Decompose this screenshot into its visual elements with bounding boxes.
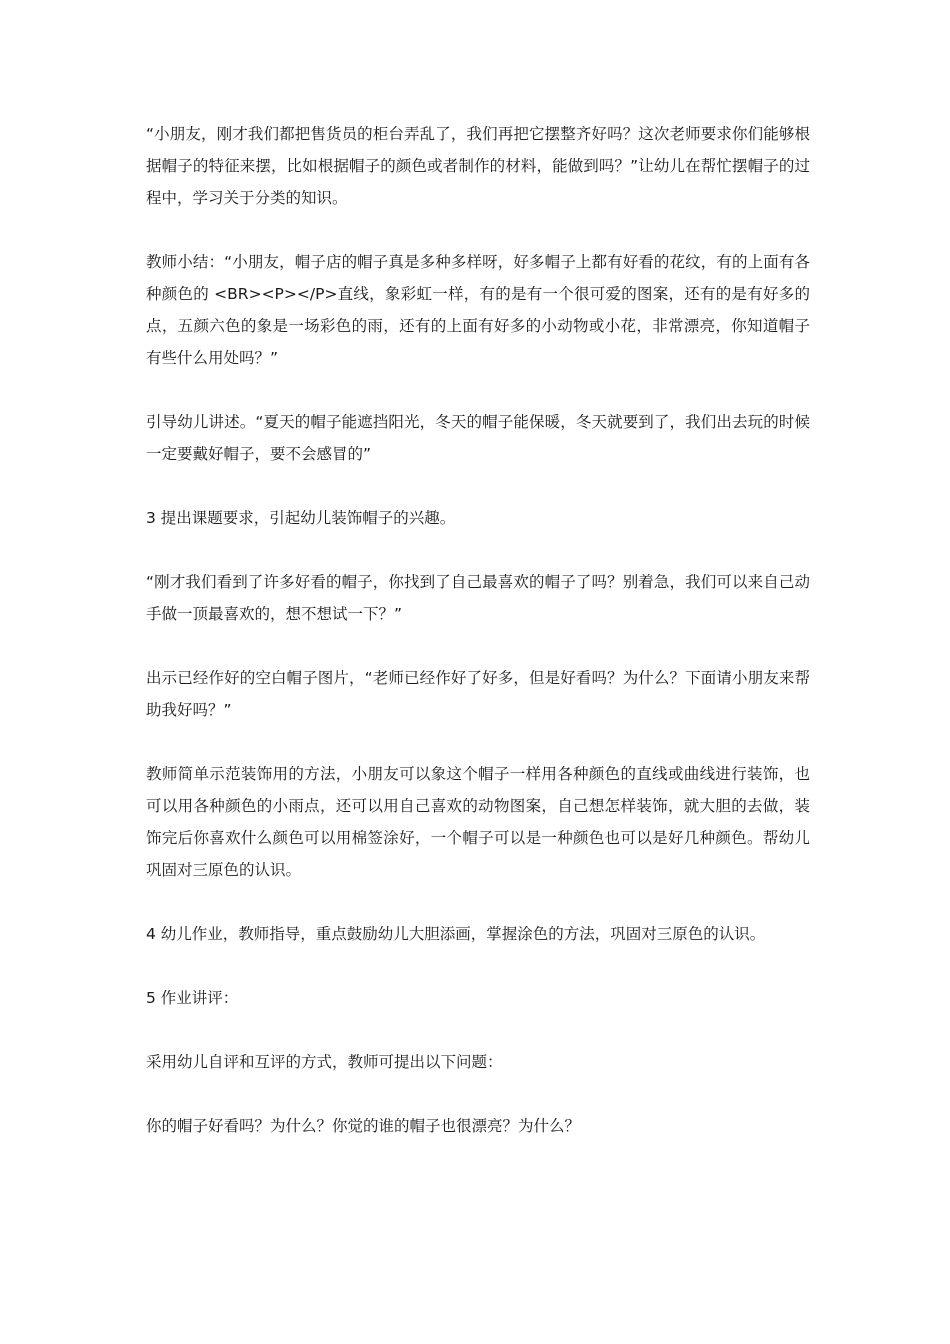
paragraph-sorting-activity: “小朋友，刚才我们都把售货员的柜台弄乱了，我们再把它摆整齐好吗？这次老师要求你们能够根据帽子的特征来摆，比如根据帽子的颜色或者制作的材料，能做到吗？”让幼儿在帮忙摆帽子的过程中，学习关于分类的知识。 <box>146 125 810 207</box>
paragraph-step-3: 3 提出课题要求，引起幼儿装饰帽子的兴趣。 <box>146 509 456 527</box>
paragraph-gap <box>146 470 810 502</box>
paragraph-teacher-summary: 教师小结：“小朋友，帽子店的帽子真是多种多样呀，好多帽子上都有好看的花纹，有的上面有各种颜色的 <BR><P></P>直线，象彩虹一样，有的是有一个很可爱的图案，还有的是有好多的点，五颜六色的象是一场彩色的雨，还有的上面有好多的小动物或小花，非常漂亮，你知道帽子有些什么用处吗？” <box>146 253 810 367</box>
paragraph-demonstration: 教师简单示范装饰用的方法，小朋友可以象这个帽子一样用各种颜色的直线或曲线进行装饰，也可以用各种颜色的小雨点，还可以用自己喜欢的动物图案，自己想怎样装饰，就大胆的去做，装饰完后你喜欢什么颜色可以用棉签涂好，一个帽子可以是一种颜色也可以是好几种颜色。帮幼儿巩固对三原色的认识。 <box>146 765 810 879</box>
paragraph-step-4: 4 幼儿作业，教师指导，重点鼓励幼儿大胆添画，掌握涂色的方法，巩固对三原色的认识。 <box>146 925 766 943</box>
paragraph-gap <box>146 214 810 246</box>
document-body <box>146 118 810 1142</box>
paragraph-blank-hat: 出示已经作好的空白帽子图片，“老师已经作好了好多，但是好看吗？为什么？下面请小朋友来帮助我好吗？” <box>146 669 810 719</box>
paragraph-questions: 你的帽子好看吗？为什么？你觉的谁的帽子也很漂亮？为什么？ <box>146 1117 581 1135</box>
paragraph-favorite-hat: “刚才我们看到了许多好看的帽子，你找到了自己最喜欢的帽子了吗？别着急，我们可以来自己动手做一顶最喜欢的，想不想试一下？” <box>146 573 810 623</box>
paragraph-guide-narration: 引导幼儿讲述。“夏天的帽子能遮挡阳光，冬天的帽子能保暖，冬天就要到了，我们出去玩的时候一定要戴好帽子，要不会感冒的” <box>146 413 810 463</box>
paragraph-gap <box>146 950 810 982</box>
paragraph-gap <box>146 1014 810 1046</box>
paragraph-step-5: 5 作业讲评： <box>146 989 239 1007</box>
paragraph-gap <box>146 1078 810 1110</box>
paragraph-gap <box>146 886 810 918</box>
paragraph-gap <box>146 374 810 406</box>
paragraph-gap <box>146 726 810 758</box>
paragraph-gap <box>146 534 810 566</box>
paragraph-evaluation-method: 采用幼儿自评和互评的方式，教师可提出以下问题： <box>146 1053 503 1071</box>
paragraph-gap <box>146 630 810 662</box>
